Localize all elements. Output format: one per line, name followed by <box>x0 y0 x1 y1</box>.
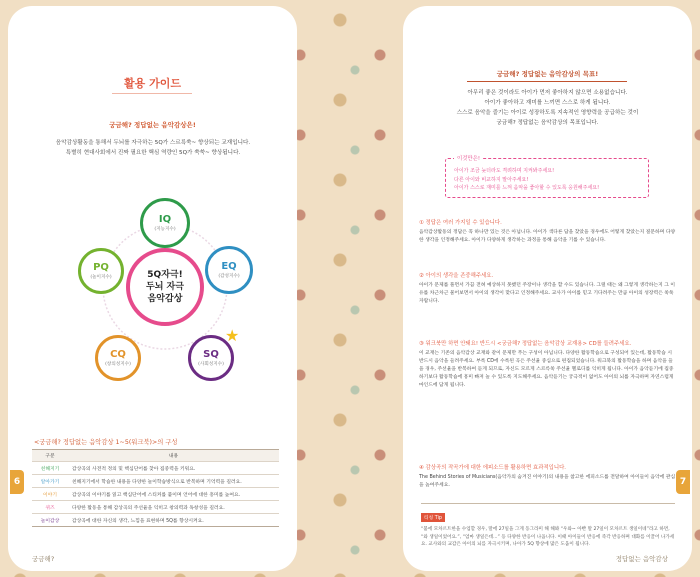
section-body: 음악감상활동의 정답은 꼭 하나만 있는 것은 아닙니다. 아이가 색다른 답을 찾았을 경우에도 어떻게 찾았는지 질문하며 다양한 생각을 인정해주세요. 아이가 다양하게 생각하는 과정을 통해 음악을 기를 수 있습니다. <box>419 230 676 243</box>
page-number-left: 6 <box>10 470 24 494</box>
table-cell-content: 친해지기에서 학습한 내용을 다양한 놀이학습방식으로 반복하며 기억력을 길러요. <box>68 475 279 488</box>
5q-diagram <box>73 198 253 388</box>
right-title: 궁금해? 정답없는 음악감상의 목표! <box>496 70 599 78</box>
table-cell-content: 감상곡에 대한 자신의 생각, 느낌을 표현하며 5Q를 향상시켜요. <box>68 514 279 527</box>
table-row <box>32 462 279 475</box>
table-row <box>32 501 279 514</box>
table-row <box>32 514 279 527</box>
tip-line: 다른 아이와 비교하지 말아주세요! <box>454 176 529 183</box>
left-page <box>10 8 295 569</box>
right-page <box>405 8 690 569</box>
intro-line: 음악감상활동을 통해서 두뇌를 자극하는 5Q가 스르륵쑥~ 향상되는 교재입니다. <box>55 140 251 146</box>
table-header-row <box>32 450 279 462</box>
cq-label: CQ <box>110 349 126 360</box>
iq-circle <box>140 198 190 248</box>
right-intro <box>425 88 670 128</box>
section-body: The Behind Stories of Musicians(음악가의 숨겨진 이야기)의 내용을 참고한 에피소드를 전달하여 아이들이 음악에 관심을 높여주세요. <box>419 475 676 488</box>
eq-label: EQ <box>221 261 237 272</box>
iq-desc: (지능지수) <box>154 227 176 232</box>
composition-table <box>32 449 279 527</box>
cq-circle <box>95 335 141 381</box>
intro-line: 아이가 좋아하고 재미를 느끼면 스스로 하게 됩니다. <box>484 100 611 106</box>
title-underline <box>112 93 192 94</box>
table-title: <궁금해? 정답없는 음악감상 1~5(워크북)>의 구성 <box>34 439 178 446</box>
table-cell-content: 다양한 활동을 통해 감상곡의 주선율을 익히고 창의력과 독창성을 길러요. <box>68 501 279 514</box>
section-body: 아이가 문제를 풀면서 가끔 전혀 예상하지 못했던 주장이나 생각을 할 수도 있습니다. 그럴 때는 왜 그렇게 생각하는지 그 이유를 차근차근 물어보면서 아이의 생각이 맞다고 인정해주세요. 교사가 아이를 믿고 기다려주는 만큼 아이의 성장력은 쑥쑥 자랍니다. <box>419 283 676 304</box>
table-header: 구분 <box>32 450 68 462</box>
table-row <box>32 488 279 501</box>
sq-desc: (사회성지수) <box>198 362 224 367</box>
eq-desc: (감성지수) <box>218 274 240 279</box>
center-circle <box>126 248 204 326</box>
center-line: 5Q자극! <box>147 270 183 280</box>
section-heading: ① 정답은 여러 가지일 수 있습니다. <box>419 220 502 226</box>
pq-desc: (놀이지수) <box>90 275 112 280</box>
iq-label: IQ <box>158 214 172 225</box>
teaching-tip <box>421 503 675 549</box>
section-body: 이 교재는 기존의 음악감상 교재와 같이 문제만 푸는 구성이 아닙니다. 다양한 활동학습으로 구성되어 있는데, 활동학습 시 반드시 음악을 들려주세요. 부록 CD에 수록된 곡은 주선율 중심으로 편집되었습니다. 워크북의 활동학습을 하며 음악을 들을 경우, 주선율을 반복하여 듣게 되므로, 자신도 모르게 스르륵쑥 주선율 멜로디를 익히게 됩니다. 아이가 음악듣기에 집중하기보다 활동학습에 흥미 빠져 놀 수 있도록 지도해주세요. 음악듣기는 궁극적이 없어도 아이의 뇌를 자극하며 자연스럽게 마인드에 담게 됩니다. <box>419 351 674 388</box>
teaching-tip-badge: 티칭 Tip <box>421 513 445 522</box>
intro-line: 아무리 좋은 것이라도 아이가 먼저 좋아하지 않으면 소용없습니다. <box>467 90 628 96</box>
pq-circle <box>78 248 124 294</box>
table-cell-category: 친해지기 <box>32 462 68 475</box>
intro-line: 스스로 음악을 즐기는 아이로 성장하도록 지속적인 영향력을 공급하는 것이 <box>456 110 639 116</box>
section-3 <box>419 339 677 390</box>
star-icon: ★ <box>225 326 240 345</box>
table-header: 내용 <box>68 450 279 462</box>
table-row <box>32 475 279 488</box>
teaching-tip-text: “불에 모차르트한을 수업할 경우, 딸에 27일을 그게 동그라미 해 해봐 “우와~ 아빤 딸 27일이 모차르트 생일이네”라고 하면, “와 생일이었어요.”, “엄마 생일은데...” 등 다양한 반응이 나옵니다. 이때 아이들이 반응에 즉각 반응하며 대화를 이끌어 나가세요. 교사와의 교감은 아이의 뇌를 자극시키며, 나아가 5Q 향상에 많은 도움이 됩니다. <box>421 527 675 547</box>
table-cell-category: 이야기 <box>32 488 68 501</box>
title-underline <box>467 81 627 82</box>
page-title: 활용 가이드 <box>124 77 181 90</box>
cq-desc: (창의성지수) <box>105 362 131 367</box>
section-heading: ③ 워크북만 하면 안돼요! 반드시 <궁금해? 정답없는 음악감상 교재용> CD를 들려주세요. <box>419 341 632 347</box>
table-cell-category: 놀이감상 <box>32 514 68 527</box>
tip-title: 이것만은! <box>454 154 483 162</box>
sq-label: SQ <box>203 349 219 360</box>
eq-circle <box>205 246 253 294</box>
tip-box <box>445 158 649 198</box>
pq-label: PQ <box>93 262 109 273</box>
right-footer: 정답없는 음악감상 <box>615 555 668 563</box>
left-subtitle: 궁금해? 정답없는 음악감상은! <box>109 121 196 129</box>
left-intro <box>28 138 278 158</box>
section-2 <box>419 271 677 306</box>
center-line: 두뇌 자극 <box>146 282 184 292</box>
table-cell-category: 알아가기 <box>32 475 68 488</box>
table-cell-category: 퀴즈 <box>32 501 68 514</box>
intro-line: 궁금해? 정답없는 음악감상의 목표입니다. <box>496 120 599 126</box>
center-line: 음악감상 <box>147 294 183 304</box>
section-heading: ④ 감상곡의 작곡가에 대한 에피소드를 활용하면 효과적입니다. <box>419 465 567 471</box>
page-number-right: 7 <box>676 470 690 494</box>
table-cell-content: 감상곡의 사전적 정의 및 핵심단어를 찾아 집중력을 키워요. <box>68 462 279 475</box>
left-footer: 궁금해? <box>32 555 55 563</box>
tip-line: 아이가 조금 늦더라도 격려하며 지켜봐주세요! <box>454 168 555 174</box>
table-cell-content: 감상곡의 이야기를 읽고 핵심단어에 스티커를 붙이며 언어에 대한 흥미를 높여요. <box>68 488 279 501</box>
section-heading: ② 아이의 생각을 존중해주세요. <box>419 273 494 279</box>
section-4 <box>419 463 677 490</box>
section-1 <box>419 218 677 245</box>
tip-line: 아이가 스스로 재미를 느껴 음악을 좋아할 수 있도록 응원해주세요! <box>454 185 600 191</box>
intro-line: 특별히 현대사회에서 진짜 필요한 핵심 역량인 5Q가 쑥쑥~ 향상됩니다. <box>65 150 241 156</box>
